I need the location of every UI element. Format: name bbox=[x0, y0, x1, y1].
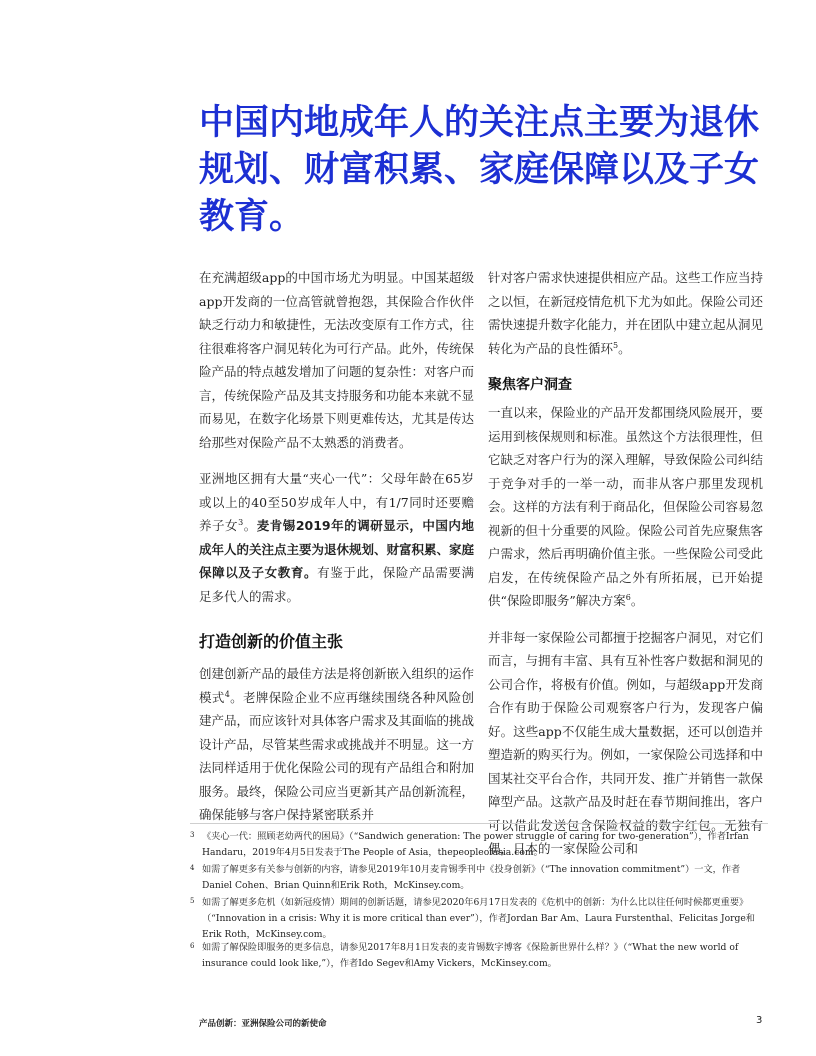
footnote-ref: 5 bbox=[613, 340, 619, 350]
text-span: 。 bbox=[630, 593, 644, 608]
footnote-text: 如需了解保险即服务的更多信息，请参见2017年8月1日发表的麦肯锡数字博客《保险新世界什么样？》（“What the new world of insurance could look like,”），作者Ido Segev和Amy Vickers，McKinsey.com。 bbox=[202, 942, 739, 969]
text-span: 。 bbox=[243, 518, 257, 533]
page-number: 3 bbox=[756, 1015, 763, 1026]
page-title: 中国内地成年人的关注点主要为退休规划、财富积累、家庭保障以及子女教育。 bbox=[199, 103, 760, 237]
left-column bbox=[199, 266, 474, 840]
paragraph bbox=[199, 467, 474, 608]
paragraph bbox=[488, 266, 763, 360]
footnote-divider bbox=[190, 823, 768, 824]
text-span: 针对客户需求快速提供相应产品。这些工作应当持之以恒，在新冠疫情危机下尤为如此。保险公司还需快速提升数字化能力，并在团队中建立起从洞见转化为产品的良性循环 bbox=[488, 270, 764, 356]
footnote-text: 如需了解更多有关参与创新的内容，请参见2019年10月麦肯锡季刊中《投身创新》（“The innovation commitment”）一文，作者Daniel Cohen、Brian Quinn和Erik Roth，McKinsey.com。 bbox=[202, 864, 741, 891]
footnote bbox=[190, 862, 765, 894]
paragraph bbox=[488, 401, 763, 613]
footnote bbox=[190, 940, 765, 972]
footnote-ref: 6 bbox=[625, 592, 631, 602]
footnote-number: 4 bbox=[190, 864, 195, 872]
text-span: 创建创新产品的最佳方法是将创新嵌入组织的运作模式 bbox=[199, 666, 475, 705]
text-span: 。 bbox=[618, 340, 631, 356]
text-span: 。老牌保险企业不应再继续围绕各种风险创建产品，而应该针对具体客户需求及其面临的挑战设计产品，尽管某些需求或挑战并不明显。这一方法同样适用于优化保险公司的现有产品组合和附加服务。最终，保险公司应当更新其产品创新流程，确保能够与客户保持紧密联系并 bbox=[199, 689, 475, 822]
footnote-number: 5 bbox=[190, 897, 195, 905]
footnote-text: 《夹心一代：照顾老幼两代的困局》（“Sandwich generation: The power struggle of caring for two-generation”），作者Irfan Handaru，2019年4月5日发表于The People of Asia，thepeopleofasia.com。 bbox=[202, 831, 749, 858]
highlight-text: 麦肯锡2019年的调研显示，中国内地成年人的关注点主要为退休规划、财富积累、家庭保障以及子女教育。 bbox=[199, 518, 475, 580]
footnote bbox=[190, 895, 765, 943]
section-heading: 打造创新的价值主张 bbox=[199, 632, 344, 651]
footnote-text: 如需了解更多危机（如新冠疫情）期间的创新话题，请参见2020年6月17日发表的《危机中的创新：为什么比以往任何时候都更重要》（“Innovation in a crisis: Why it is more critical than ever”），作者Jordan Bar Am、Laura Furstenthal、Felicitas Jorge和Erik Roth，McKinsey.com。 bbox=[202, 897, 755, 940]
text-span: 有鉴于此，保险产品需要满足多代人的需求。 bbox=[199, 565, 474, 604]
text-span: 一直以来，保险业的产品开发都围绕风险展开，要运用到核保规则和标准。虽然这个方法很理性，但它缺乏对客户行为的深入理解，导致保险公司纠结于竞争对手的一举一动，而非从客户那里发现机会。这样的方法有利于商品化，但保险公司容易忽视新的但十分重要的风险。保险公司首先应聚焦客户需求，然后再明确价值主张。一些保险公司受此启发，在传统保险产品之外有所拓展，已开始提供“保险即服务”解决方案 bbox=[488, 405, 764, 608]
footer-publication-title: 产品创新：亚洲保险公司的新使命 bbox=[199, 1019, 327, 1029]
right-column bbox=[488, 266, 763, 874]
paragraph bbox=[199, 662, 474, 827]
footnote-ref: 3 bbox=[238, 517, 244, 527]
paragraph: 在充满超级app的中国市场尤为明显。中国某超级app开发商的一位高管就曾抱怨，其保险合作伙伴缺乏行动力和敏捷性，无法改变原有工作方式，往往很难将客户洞见转化为可行产品。此外，传统保险产品的特点越发增加了问题的复杂性：对客户而言，传统保险产品及其支持服务和功能本来就不显而易见，在数字化场景下则更难传达，尤其是传达给那些对保险产品不太熟悉的消费者。 bbox=[199, 270, 475, 450]
footnote-number: 6 bbox=[190, 942, 195, 950]
footnote-ref: 4 bbox=[224, 689, 230, 699]
paragraph: 并非每一家保险公司都擅于挖掘客户洞见，对它们而言，与拥有丰富、具有互补性客户数据和洞见的公司合作，将极有价值。例如，与超级app开发商合作有助于保险公司观察客户行为，发现客户偏好。这些app不仅能生成大量数据，还可以创造并塑造新的购买行为。例如，一家保险公司选择和中国某社交平台合作，共同开发、推广并销售一款保障型产品。这款产品及时赶在春节期间推出，客户可以借此发送包含保险权益的数字红包。无独有偶，日本的一家保险公司和 bbox=[488, 629, 764, 856]
footnote-number: 3 bbox=[190, 831, 195, 839]
section-heading: 聚焦客户洞查 bbox=[488, 377, 572, 393]
text-span: 亚洲地区拥有大量“夹心一代”：父母年龄在65岁或以上的40至50岁成年人中，有1/7同时还要赡养子女 bbox=[199, 471, 474, 533]
footnote bbox=[190, 829, 765, 861]
